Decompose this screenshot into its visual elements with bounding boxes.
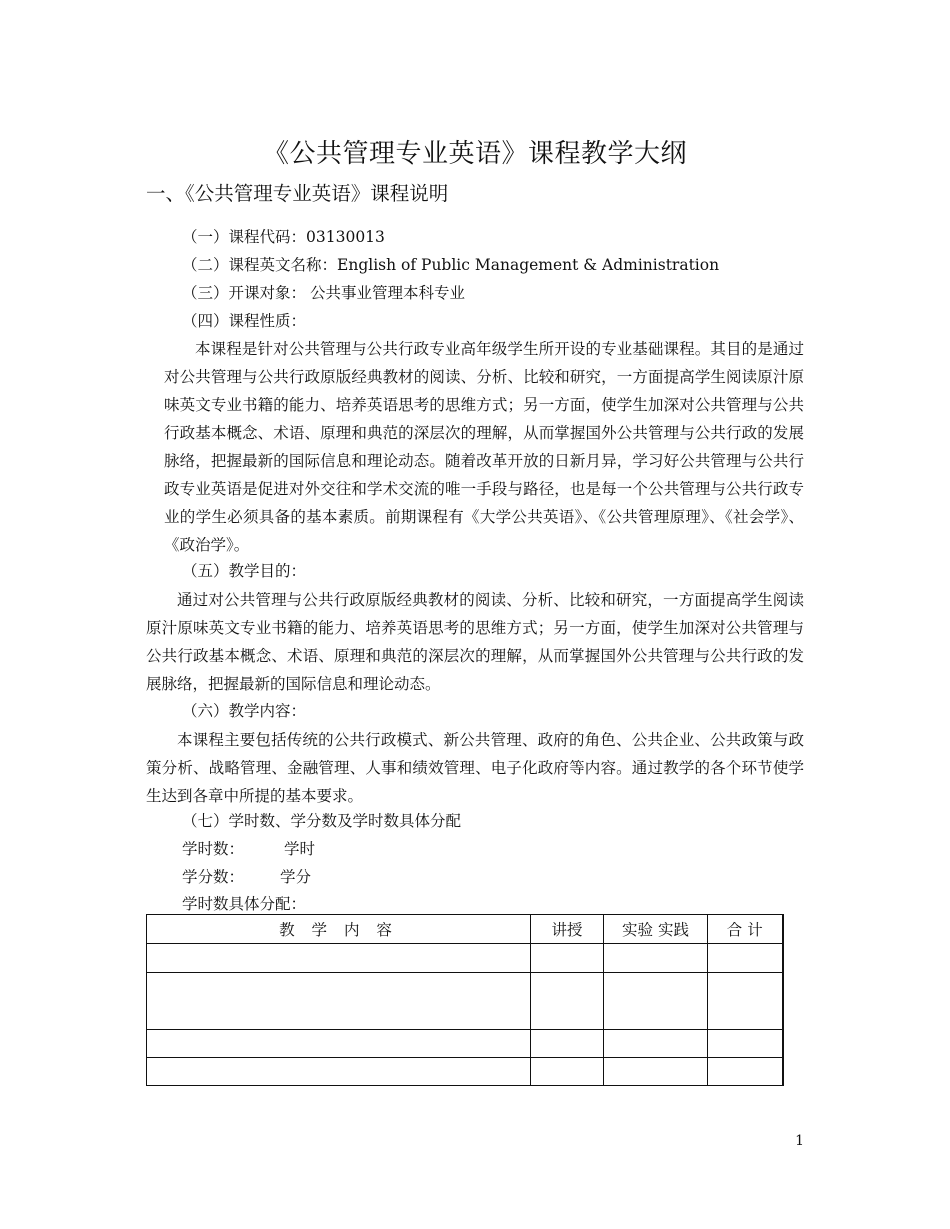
page-number: 1 <box>795 1133 804 1149</box>
english-name-line <box>182 256 719 274</box>
table-cell <box>708 1058 783 1086</box>
content-paragraph: 本课程主要包括传统的公共行政模式、新公共管理、政府的角色、公共企业、公共政策与政策分析、战略管理、金融管理、人事和绩效管理、电子化政府等内容。通过教学的各个环节使学生达到各章中所提的基本要求。 <box>146 731 804 805</box>
header-lecture: 讲授 <box>531 915 604 944</box>
table-cell <box>531 1058 604 1086</box>
table-cell <box>604 973 708 1030</box>
table-row <box>147 1058 783 1086</box>
table-cell <box>708 1030 783 1058</box>
course-code-line <box>182 228 385 246</box>
table-row <box>147 944 783 973</box>
total-hours-unit: 学时 <box>284 840 316 858</box>
table-cell <box>147 1058 531 1086</box>
content-label: （六）教学内容： <box>182 702 307 720</box>
table-cell <box>531 973 604 1030</box>
table-cell <box>604 944 708 973</box>
course-code-label: （一）课程代码： <box>182 228 307 246</box>
header-lab-practice: 实验 实践 <box>604 915 708 944</box>
nature-label: （四）课程性质： <box>182 312 307 330</box>
header-total: 合 计 <box>708 915 783 944</box>
english-name-value: English of Public Management & Administration <box>337 256 720 274</box>
table-row <box>147 1030 783 1058</box>
course-code-value: 03130013 <box>306 228 385 246</box>
section-heading: 一、《公共管理专业英语》课程说明 <box>146 182 449 205</box>
credits-unit: 学分 <box>280 868 312 886</box>
purpose-paragraph: 通过对公共管理与公共行政原版经典教材的阅读、分析、比较和研究，一方面提高学生阅读原汁原味英文专业书籍的能力、培养英语思考的思维方式；另一方面，使学生加深对公共管理与公共行政基本概念、术语、原理和典范的深层次的理解，从而掌握国外公共管理与公共行政的发展脉络，把握最新的国际信息和理论动态。 <box>146 591 804 693</box>
table-cell <box>531 1030 604 1058</box>
audience-label: （三）开课对象： <box>182 284 307 302</box>
table-header-row <box>147 915 783 944</box>
header-teaching-content: 教 学 内 容 <box>147 915 531 944</box>
table-cell <box>147 944 531 973</box>
table-cell <box>708 973 783 1030</box>
credits-label: 学分数： <box>182 868 245 886</box>
english-name-label: （二）课程英文名称： <box>182 256 338 274</box>
table-cell <box>708 944 783 973</box>
purpose-label: （五）教学目的： <box>182 562 307 580</box>
page-title: 《公共管理专业英语》课程教学大纲 <box>262 139 687 170</box>
hours-distribution-table <box>146 914 784 1086</box>
table-cell <box>147 973 531 1030</box>
hours-heading: （七）学时数、学分数及学时数具体分配 <box>182 812 462 830</box>
credits-line <box>182 868 311 886</box>
audience-line <box>182 284 465 302</box>
table-cell <box>604 1058 708 1086</box>
table-cell <box>531 944 604 973</box>
distribution-label: 学时数具体分配： <box>182 895 307 913</box>
audience-value: 公共事业管理本科专业 <box>310 284 466 302</box>
table-cell <box>147 1030 531 1058</box>
total-hours-label: 学时数： <box>182 840 245 858</box>
nature-paragraph: 本课程是针对公共管理与公共行政专业高年级学生所开设的专业基础课程。其目的是通过对公共管理与公共行政原版经典教材的阅读、分析、比较和研究，一方面提高学生阅读原汁原味英文专业书籍的能力、培养英语思考的思维方式；另一方面，使学生加深对公共管理与公共行政基本概念、术语、原理和典范的深层次的理解，从而掌握国外公共管理与公共行政的发展脉络，把握最新的国际信息和理论动态。随着改革开放的日新月异，学习好公共管理与公共行政专业英语是促进对外交往和学术交流的唯一手段与路径，也是每一个公共管理与公共行政专业的学生必须具备的基本素质。前期课程有《大学公共英语》、《公共管理原理》、《社会学》、《政治学》。 <box>164 340 804 554</box>
table-cell <box>604 1030 708 1058</box>
table-row <box>147 973 783 1030</box>
total-hours-line <box>182 840 315 858</box>
